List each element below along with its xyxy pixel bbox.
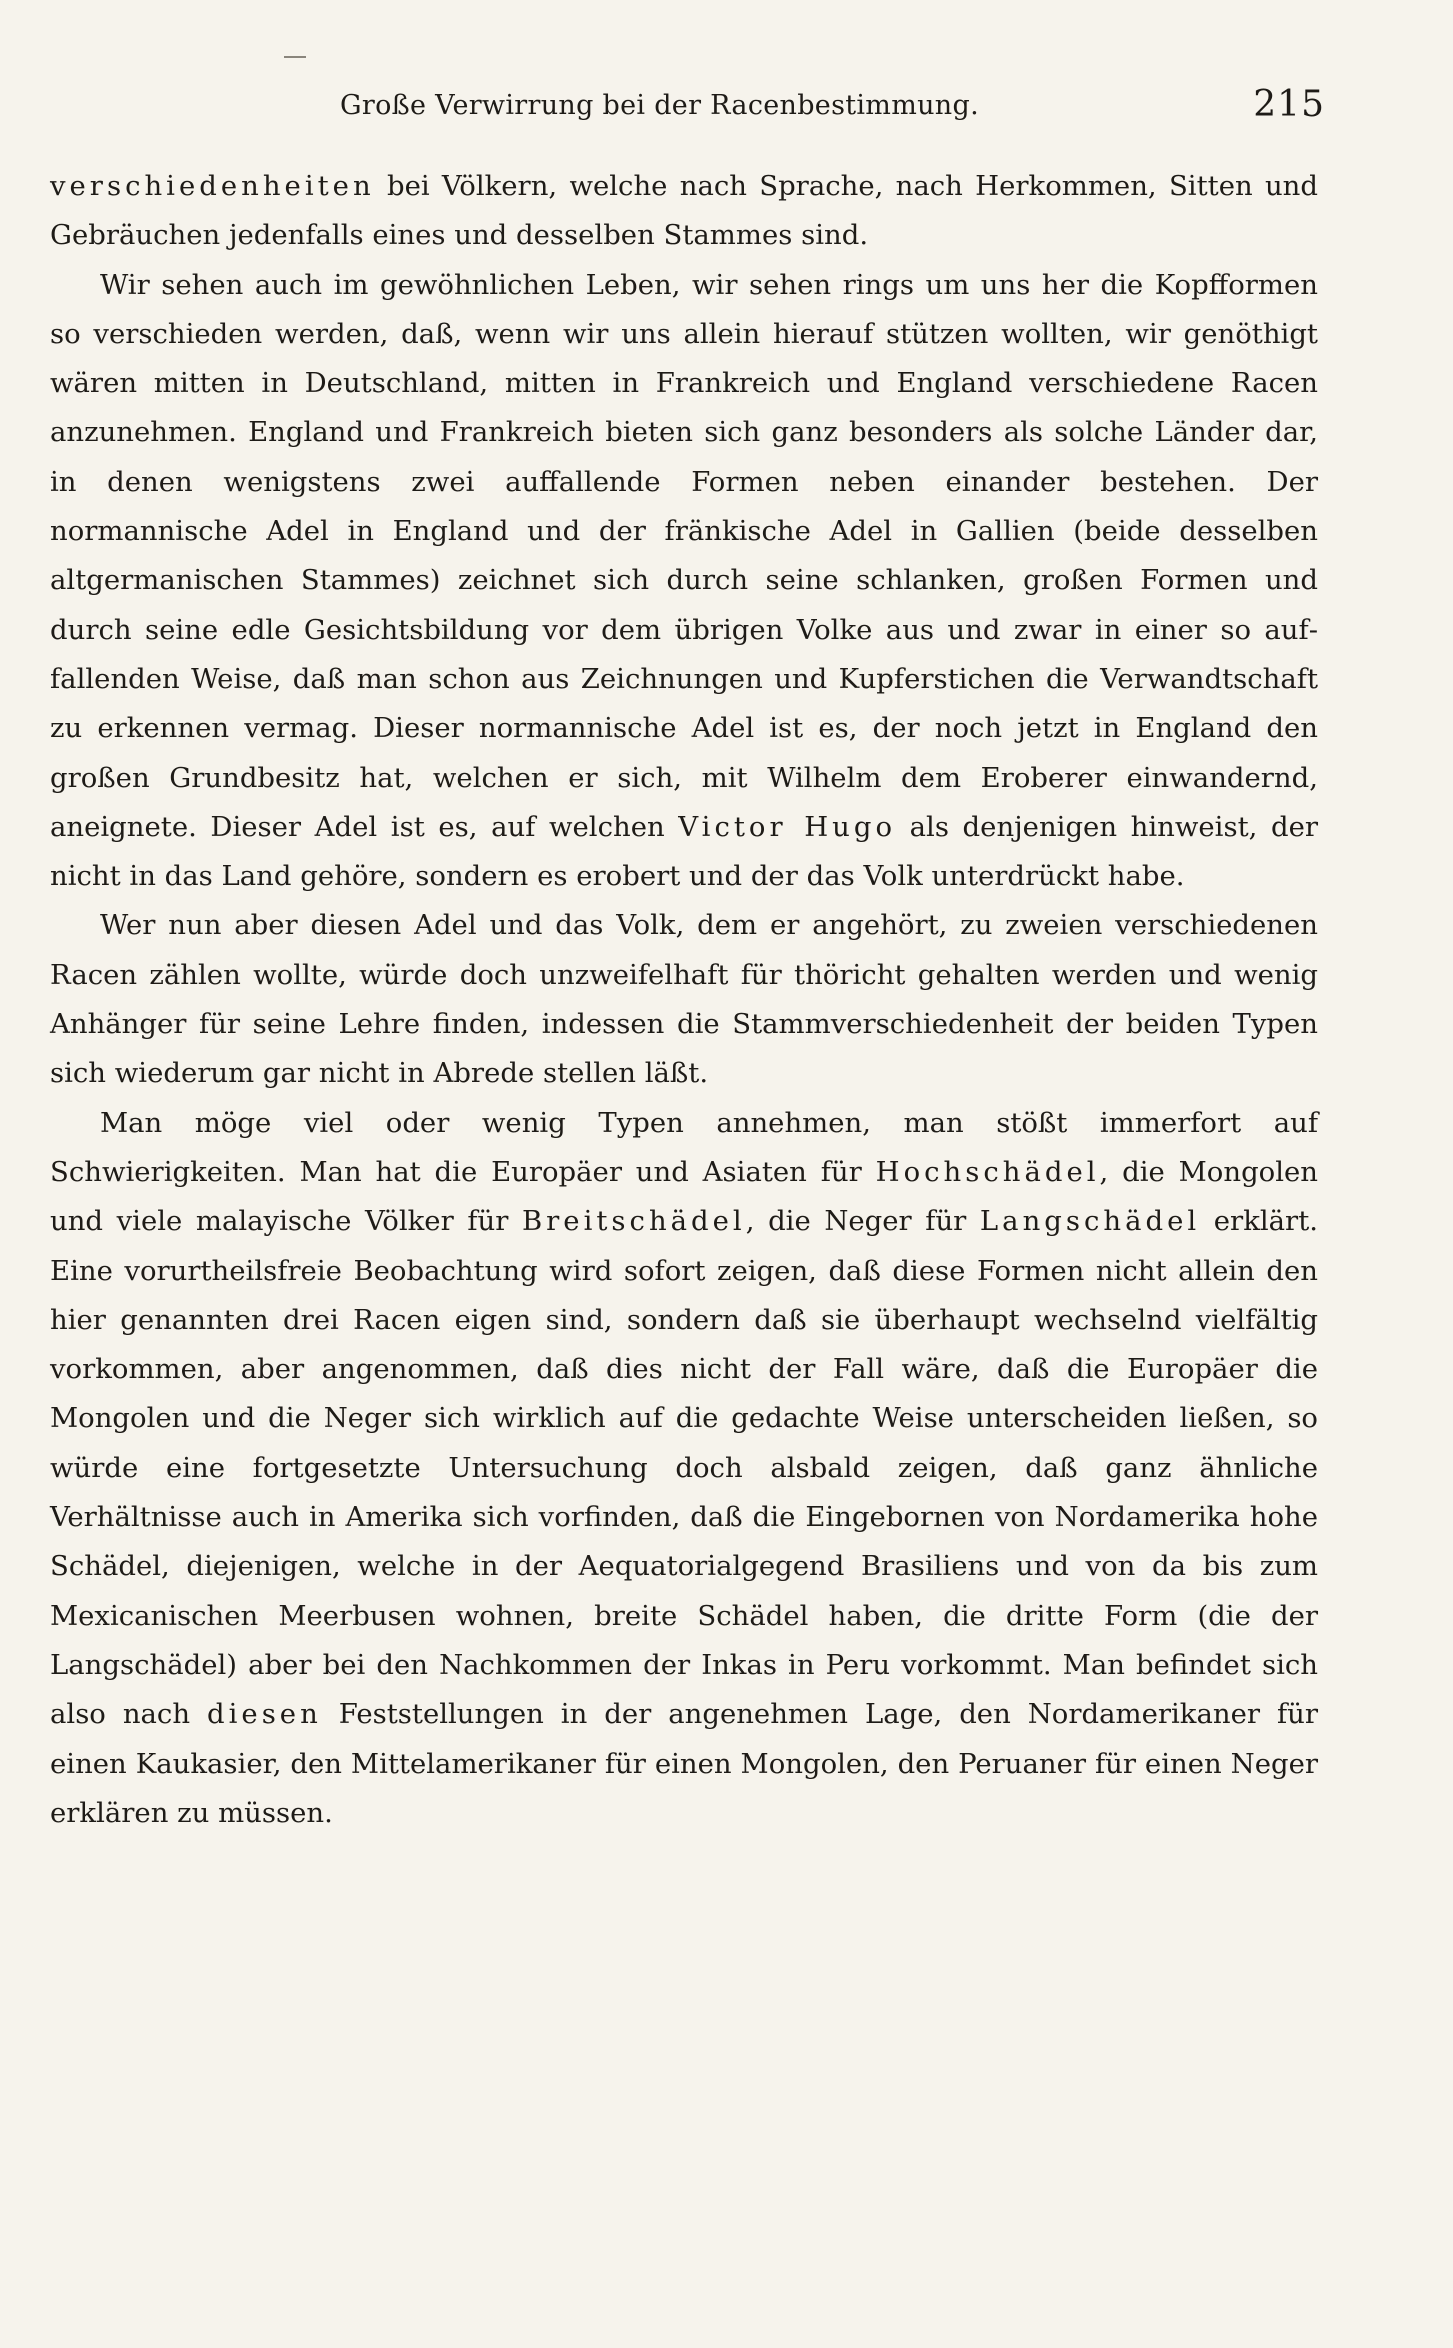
spaced-term: Hochschädel [875, 1155, 1100, 1188]
text-run: , die Mongolen und viele malayische Völker für [50, 1155, 1319, 1238]
paragraph [50, 1099, 1318, 1838]
spaced-term: Langschädel [979, 1205, 1201, 1238]
paragraph [50, 162, 1318, 261]
paragraph [50, 261, 1318, 902]
text-run: bei Völkern, welche nach Sprache, nach Herkommen, Sitten und Gebräuchen jedenfalls eines und desselben Stammes sind. [50, 170, 1318, 252]
text-run: Man möge viel oder wenig Typen annehmen, man stößt immerfort auf Schwierigkeiten. Man hat die Europäer und Asiaten für [50, 1106, 1318, 1188]
spaced-word: verschiedenheiten [50, 170, 375, 202]
text-run: Wir sehen auch im gewöhnlichen Leben, wir sehen rings um uns her die Kopfformen so verschieden werden, daß, wenn wir uns allein hierauf stützen wollten, wir genöthigt wären mitten in Deutschland, mitten in Frankreich und England verschiedene Racen anzunehmen. England und Frankreich bieten sich ganz besonders als solche Länder dar, in denen wenigstens zwei auffallende Formen neben einander bestehen. Der normannische Adel in England und der fränkische Adel in Gallien (beide desselben altgermanischen Stammes) zeichnet sich durch seine schlanken, großen Formen und durch seine edle Gesichtsbildung vor dem übrigen Volke aus und zwar in einer so auffallenden Weise, daß man schon aus Zeichnungen und Kupferstichen die Verwandtschaft zu erkennen vermag. Dieser normannische Adel ist es, der noch jetzt in England den großen Grundbesitz hat, welchen er sich, mit Wilhelm dem Eroberer einwandernd, aneignete. Dieser Adel ist es, auf welchen [50, 268, 1318, 843]
body-text [50, 162, 1318, 1838]
spaced-word: diesen [207, 1698, 322, 1731]
text-run: Wer nun aber diesen Adel und das Volk, dem er angehört, zu zweien verschiedenen Racen zählen wollte, würde doch unzweifelhaft für thöricht gehalten werden und wenig Anhänger für seine Lehre finden, indessen die Stammverschiedenheit der beiden Typen sich wiederum gar nicht in Abrede stellen läßt. [50, 909, 1318, 1090]
spaced-term: Breitschädel [521, 1205, 746, 1238]
text-run: als denjenigen hinweist, der nicht in das Land gehöre, sondern es erobert und der das Volk unterdrückt habe. [50, 810, 1318, 893]
running-title: Große Verwirrung bei der Racenbestimmung. [340, 90, 979, 121]
running-head [0, 84, 1453, 132]
print-mark [284, 56, 306, 58]
paragraph [50, 901, 1318, 1098]
page-number: 215 [1253, 84, 1325, 125]
text-run: Feststellungen in der angenehmen Lage, den Nordamerikaner für einen Kaukasier, den Mittelamerikaner für einen Mongolen, den Peruaner für einen Neger erklären zu müssen. [50, 1698, 1318, 1829]
text-run: erklärt. Eine vorurtheilsfreie Beobachtung wird sofort zeigen, daß diese Formen nicht allein den hier genannten drei Racen eigen sind, sondern daß sie überhaupt wechselnd vielfältig vorkommen, aber angenommen, daß dies nicht der Fall wäre, daß die Europäer die Mongolen und die Neger sich wirklich auf die gedachte Weise unterscheiden ließen, so würde eine fortgesetzte Untersuchung doch alsbald zeigen, daß ganz ähnliche Verhältnisse auch in Amerika sich vorfinden, daß die Eingebornen von Nordamerika hohe Schädel, diejenigen, welche in der Aequatorialgegend Brasiliens und von da bis zum Mexicanischen Meerbusen wohnen, breite Schädel haben, die dritte Form (die der Langschädel) aber bei den Nachkommen der Inkas in Peru vorkommt. Man befindet sich also nach [50, 1205, 1318, 1731]
spaced-name: Victor Hugo [678, 810, 897, 843]
text-run: , die Neger für [745, 1205, 980, 1238]
